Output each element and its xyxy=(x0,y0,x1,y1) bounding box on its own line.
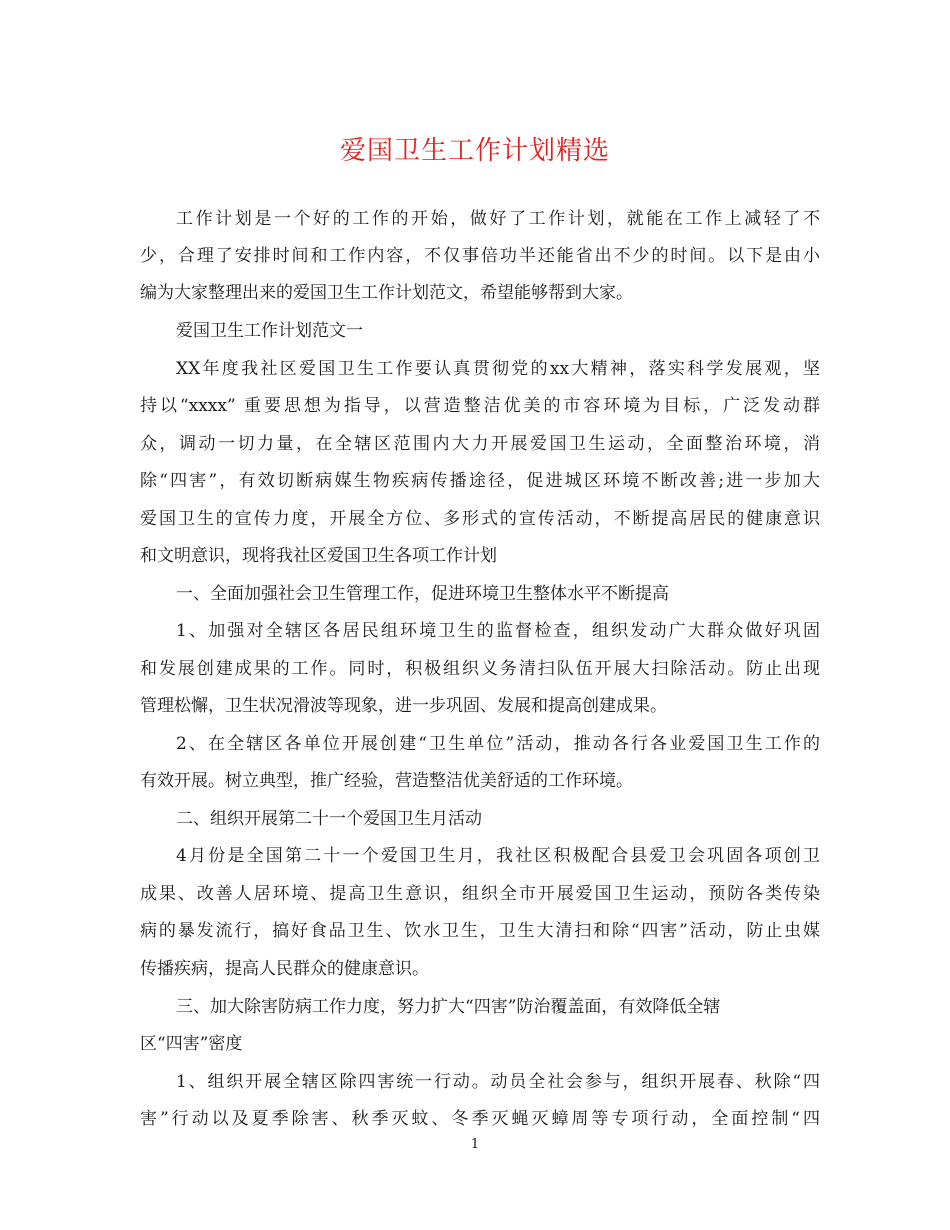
text-line: 持以“xxxx” 重要思想为指导，以营造整洁优美的市容环境为目标，广泛发动群 xyxy=(140,396,820,416)
text-line: 工作计划是一个好的工作的开始，做好了工作计划，就能在工作上减轻了不 xyxy=(176,209,820,229)
text-line: 编为大家整理出来的爱国卫生工作计划范文，希望能够帮到大家。 xyxy=(140,283,633,303)
text-line: 管理松懈，卫生状况滑波等现象，进一步巩固、发展和提高创建成果。 xyxy=(140,696,667,716)
text-line: XX年度我社区爱国卫生工作要认真贯彻党的xx大精神，落实科学发展观，坚 xyxy=(176,359,820,379)
text-line: 病的暴发流行，搞好食品卫生、饮水卫生，卫生大清扫和除“四害”活动，防止虫媒 xyxy=(140,921,820,941)
text-line: 1、加强对全辖区各居民组环境卫生的监督检查，组织发动广大群众做好巩固 xyxy=(176,621,820,641)
text-line: 1、组织开展全辖区除四害统一行动。动员全社会参与，组织开展春、秋除“四 xyxy=(176,1072,820,1092)
text-line: 2、在全辖区各单位开展创建“卫生单位”活动，推动各行各业爱国卫生工作的 xyxy=(176,734,820,754)
page-number: 1 xyxy=(470,1137,480,1152)
section-heading: 三、加大除害防病工作力度，努力扩大“四害”防治覆盖面，有效降低全辖 xyxy=(176,997,721,1017)
section-heading: 一、全面加强社会卫生管理工作，促进环境卫生整体水平不断提高 xyxy=(176,584,669,604)
text-line: 害”行动以及夏季除害、秋季灭蚊、冬季灭蝇灭蟑周等专项行动，全面控制“四 xyxy=(140,1109,820,1129)
section-heading: 区“四害”密度 xyxy=(140,1034,243,1054)
text-line: 和文明意识，现将我社区爱国卫生各项工作计划 xyxy=(140,546,497,566)
text-line: 少，合理了安排时间和工作内容，不仅事倍功半还能省出不少的时间。以下是由小 xyxy=(140,246,820,266)
text-line: 除“四害”，有效切断病媒生物疾病传播途径，促进城区环境不断改善;进一步加大 xyxy=(140,471,820,491)
section-heading: 爱国卫生工作计划范文一 xyxy=(176,321,363,341)
text-line: 成果、改善人居环境、提高卫生意识，组织全市开展爱国卫生运动，预防各类传染 xyxy=(140,884,820,904)
text-line: 有效开展。树立典型，推广经验，营造整洁优美舒适的工作环境。 xyxy=(140,771,633,791)
text-line: 爱国卫生的宣传力度，开展全方位、多形式的宣传活动，不断提高居民的健康意识 xyxy=(140,509,820,529)
section-heading: 二、组织开展第二十一个爱国卫生月活动 xyxy=(176,809,482,829)
text-line: 和发展创建成果的工作。同时，积极组织义务清扫队伍开展大扫除活动。防止出现 xyxy=(140,659,820,679)
text-line: 众，调动一切力量，在全辖区范围内大力开展爱国卫生运动，全面整治环境，消 xyxy=(140,434,820,454)
document-title: 爱国卫生工作计划精选 xyxy=(339,136,610,166)
text-line: 传播疾病，提高人民群众的健康意识。 xyxy=(140,959,429,979)
text-line: 4月份是全国第二十一个爱国卫生月，我社区积极配合县爱卫会巩固各项创卫 xyxy=(176,846,820,866)
